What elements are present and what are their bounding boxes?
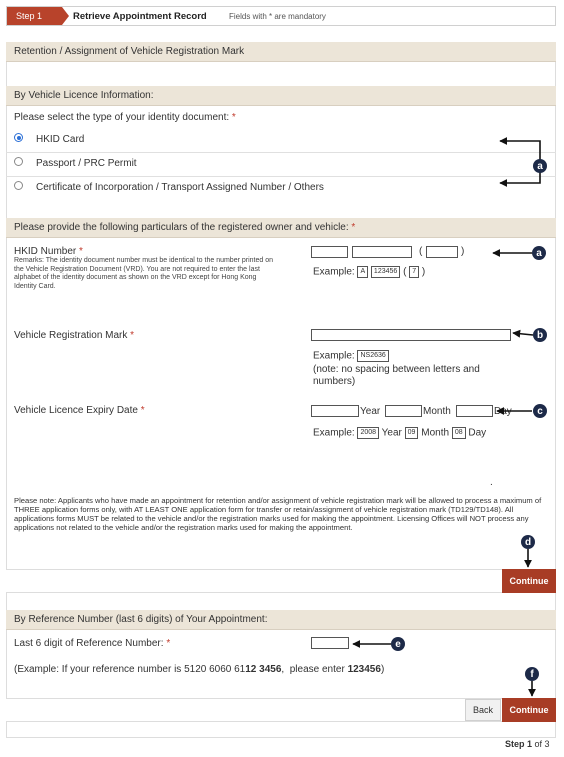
annotation-c: c [533,404,547,418]
expiry-example: Example: 2008 Year 09 Month 08 Day [313,427,487,439]
arrow-a-bottom [500,170,540,183]
page-title: Retrieve Appointment Record [73,11,207,22]
radio-passport-label: Passport / PRC Permit [36,158,137,169]
hkid-label: HKID Number * [14,246,83,257]
vrm-label: Vehicle Registration Mark * [14,330,135,341]
hkid-remarks: Remarks: The identity document number must be identical to the number printed on the Vehicle Registration Document (VRD). You are not required to enter the last alphabet of the identity document as shown on the VRD except for Hong Kong Identity Card. [14,257,274,290]
back-button[interactable]: Back [465,699,501,721]
annotation-a-1: a [533,159,547,173]
hkid-open-paren: ( [419,246,423,257]
annotation-d: d [521,535,535,549]
stray-dot: . [490,477,493,488]
expiry-month-label: Month [423,406,451,417]
radio-hkid-label: HKID Card [36,134,85,145]
id-type-prompt: Please select the type of your identity document: * [14,112,236,123]
annotation-f: f [525,667,539,681]
continue-button-1[interactable]: Continue [502,569,556,593]
important-note: Please note: Applicants who have made an appointment for retention and/or assignment of vehicle registration mark will be allowed to process a maximum of THREE application forms only, with AT LEAST ONE application form for transfer or retain/assignment of vehicle registration mark (TD129/TD148). All applications forms MUST be related to the vehicle and/or the registration marks used for making the appointment. Licensing Offices will NOT process any applications not related to the vehicle and/or the registration marks used for making the appointment. [14,496,542,532]
expiry-day-label: Day [494,406,512,417]
vrm-example: Example: NS2636 [313,350,389,362]
continue-button-2[interactable]: Continue [502,698,556,722]
step-footer: Step 1 of 3 [505,739,550,749]
hkid-close-paren: ) [461,246,465,257]
radio-certificate-label: Certificate of Incorporation / Transport Assigned Number / Others [36,182,324,193]
expiry-year-label: Year [360,406,381,417]
annotation-a-2: a [532,246,546,260]
section-header-ref: By Reference Number (last 6 digits) of Your Appointment: [6,610,556,630]
hkid-example: Example: A 123456 ( 7 ) [313,266,426,278]
ref-label: Last 6 digit of Reference Number: * [14,638,171,649]
section-main-title: Retention / Assignment of Vehicle Registration Mark [14,46,245,57]
vrm-note: (note: no spacing between letters and numbers) [313,364,480,387]
expiry-label: Vehicle Licence Expiry Date * [14,405,145,416]
mandatory-note: Fields with * are mandatory [229,12,326,21]
arrow-a-top [500,141,540,161]
annotation-b: b [533,328,547,342]
arrow-b [513,333,533,335]
annotation-e: e [391,637,405,651]
ref-example: (Example: If your reference number is 5120 6060 6112 3456, please enter 123456) [14,664,385,675]
step-label: Step 1 [16,11,43,21]
section-header-particulars: Please provide the following particulars of the registered owner and vehicle: * [6,218,556,238]
section-vli-title: By Vehicle Licence Information: [14,90,154,101]
